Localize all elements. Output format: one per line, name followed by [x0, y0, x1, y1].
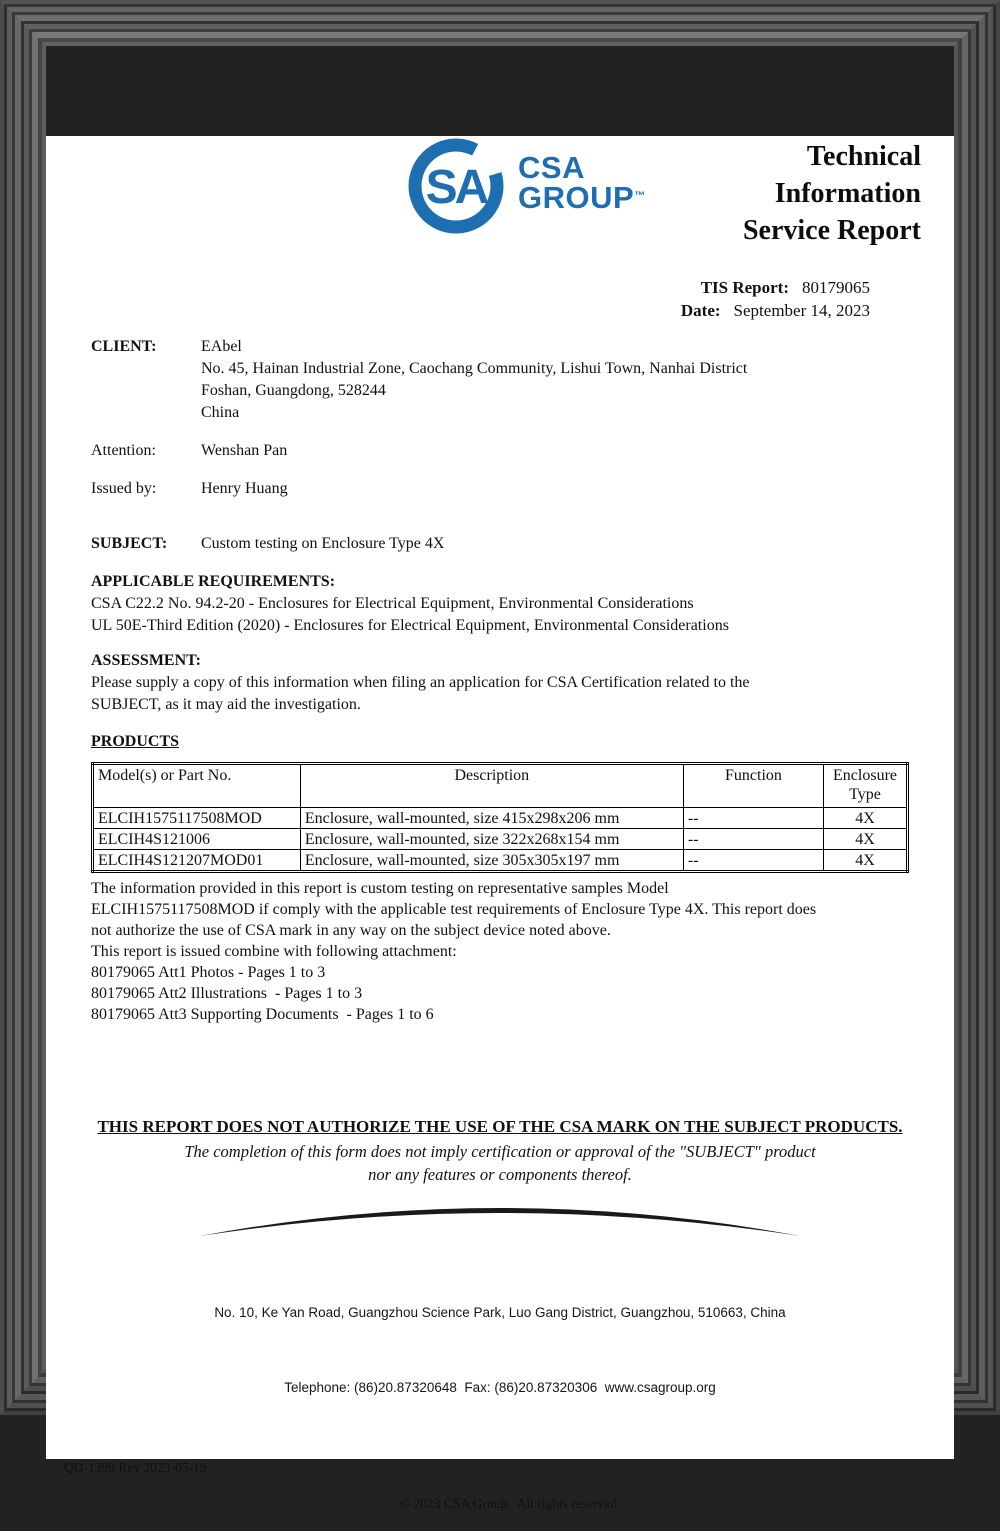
frame-band — [4, 4, 996, 1511]
copyright-notice: © 2023 CSA Group. All rights reserved. — [399, 1496, 621, 1511]
note-line: ELCIH1575117508MOD if comply with the applicable test requirements of Enclosure Type 4X. This report does — [91, 901, 817, 918]
disclaimer-italic-line: The completion of this form does not imply certification or approval of the "SUBJECT" product — [184, 1142, 816, 1161]
table-cell: -- — [683, 808, 823, 829]
date-value: September 14, 2023 — [733, 301, 870, 320]
document-title-line: Technical — [806, 141, 921, 172]
document-title — [743, 138, 921, 249]
requirements-section — [91, 571, 909, 637]
table-row — [93, 850, 908, 872]
tis-report-line — [46, 276, 870, 299]
table-cell: Enclosure, wall-mounted, size 322x268x154 mm — [300, 829, 683, 850]
requirements-heading: APPLICABLE REQUIREMENTS: — [91, 573, 336, 590]
frame-band — [15, 15, 985, 1511]
requirements-lines — [91, 593, 909, 637]
wordmark-line2: GROUP — [518, 180, 635, 215]
client-address-line: No. 45, Hainan Industrial Zone, Caochang Community, Lishui Town, Nanhai District — [201, 360, 748, 377]
disclaimer-italic-line: nor any features or components thereof. — [368, 1165, 632, 1184]
products-heading — [91, 731, 909, 753]
client-address-line: EAbel — [201, 338, 242, 355]
client-row — [91, 336, 909, 424]
table-cell: -- — [683, 850, 823, 872]
tis-report-value: 80179065 — [802, 278, 870, 297]
table-cell: ELCIH4S121006 — [93, 829, 301, 850]
frame-band — [12, 12, 988, 1511]
table-cell: 4X — [824, 850, 908, 872]
frame-band — [24, 24, 976, 1511]
disclaimer-block — [46, 1117, 954, 1186]
tis-report-block — [46, 276, 954, 322]
table-cell: Enclosure, wall-mounted, size 305x305x197 mm — [300, 850, 683, 872]
frame-band — [7, 7, 993, 1511]
assessment-line: Please supply a copy of this information when filing an application for CSA Certification related to the — [91, 674, 750, 691]
svg-text:SA: SA — [425, 161, 487, 214]
issued-by-value: Henry Huang — [201, 480, 288, 497]
subject-value: Custom testing on Enclosure Type 4X — [201, 535, 445, 552]
requirement-line: CSA C22.2 No. 94.2-20 - Enclosures for Electrical Equipment, Environmental Considerations — [91, 595, 694, 612]
assessment-lines — [91, 672, 909, 716]
table-cell: Enclosure, wall-mounted, size 415x298x206 mm — [300, 808, 683, 829]
attention-value: Wenshan Pan — [201, 442, 288, 459]
report-header — [46, 136, 954, 254]
csa-mark-icon — [406, 136, 506, 236]
frame-band — [42, 42, 958, 1511]
assessment-heading: ASSESSMENT: — [91, 652, 201, 669]
report-page — [46, 136, 954, 1511]
date-line — [46, 299, 870, 322]
issued-by-row — [91, 478, 909, 500]
products-heading-text: PRODUCTS — [91, 733, 180, 750]
note-line: 80179065 Att2 Illustrations - Pages 1 to 3 — [91, 985, 363, 1002]
document-title-line: Service Report — [742, 215, 921, 246]
table-cell: -- — [683, 829, 823, 850]
table-cell: 4X — [824, 829, 908, 850]
document-title-line: Information — [774, 178, 921, 209]
column-header-model: Model(s) or Part No. — [93, 764, 301, 808]
assessment-section — [91, 650, 909, 716]
footer-address-line: No. 10, Ke Yan Road, Guangzhou Science Park, Luo Gang District, Guangzhou, 510663, China — [214, 1305, 786, 1320]
footer-contact-line: Telephone: (86)20.87320648 Fax: (86)20.87320306 www.csagroup.org — [284, 1380, 716, 1395]
subject-row — [91, 533, 909, 555]
report-body — [46, 336, 954, 1025]
note-line: 80179065 Att3 Supporting Documents - Pages 1 to 6 — [91, 1006, 434, 1023]
products-table — [91, 762, 909, 873]
table-row — [93, 808, 908, 829]
table-row — [93, 829, 908, 850]
footer-bottom-row — [46, 1459, 954, 1531]
footer-address-block — [46, 1250, 954, 1450]
wordmark-line1: CSA — [518, 150, 585, 185]
disclaimer-bold-line: THIS REPORT DOES NOT AUTHORIZE THE USE OF THE CSA MARK ON THE SUBJECT PRODUCTS. — [97, 1117, 903, 1136]
note-line: The information provided in this report is custom testing on representative samples Model — [91, 880, 669, 897]
note-line: This report is issued combine with following attachment: — [91, 943, 457, 960]
note-line: 80179065 Att1 Photos - Pages 1 to 3 — [91, 964, 326, 981]
subject-label: SUBJECT: — [91, 535, 168, 552]
attention-label: Attention: — [91, 442, 156, 459]
frame-band — [21, 21, 979, 1511]
frame-band — [32, 32, 968, 1511]
requirement-line: UL 50E-Third Edition (2020) - Enclosures for Electrical Equipment, Environmental Considerations — [91, 617, 729, 634]
attention-row — [91, 440, 909, 462]
footer-swoosh-wrap — [46, 1194, 954, 1245]
table-header-row — [93, 764, 908, 808]
column-header-function: Function — [683, 764, 823, 808]
note-line: not authorize the use of CSA mark in any way on the subject device noted above. — [91, 922, 611, 939]
client-address — [201, 336, 909, 424]
client-address-line: China — [201, 404, 240, 421]
issued-by-label: Issued by: — [91, 480, 157, 497]
column-header-enclosure-type: Enclosure Type — [824, 764, 908, 808]
disclaimer-italic-lines — [46, 1140, 954, 1186]
assessment-line: SUBJECT, as it may aid the investigation. — [91, 696, 361, 713]
csa-group-logo — [406, 136, 645, 236]
swoosh-arc-icon — [200, 1194, 800, 1240]
date-label: Date: — [680, 301, 721, 320]
frame-band — [38, 38, 962, 1511]
table-cell: ELCIH1575117508MOD — [93, 808, 301, 829]
csa-wordmark — [518, 150, 646, 236]
frame-band — [29, 29, 971, 1511]
client-label: CLIENT: — [91, 338, 157, 355]
table-cell: 4X — [824, 808, 908, 829]
tis-report-label: TIS Report: — [700, 278, 789, 297]
client-address-line: Foshan, Guangdong, 528244 — [201, 382, 386, 399]
trademark-symbol: ™ — [634, 190, 646, 202]
form-code: QD-1399 Rev 2023-05-19 — [64, 1460, 207, 1475]
report-notes — [91, 878, 909, 1025]
table-cell: ELCIH4S121207MOD01 — [93, 850, 301, 872]
column-header-description: Description — [300, 764, 683, 808]
